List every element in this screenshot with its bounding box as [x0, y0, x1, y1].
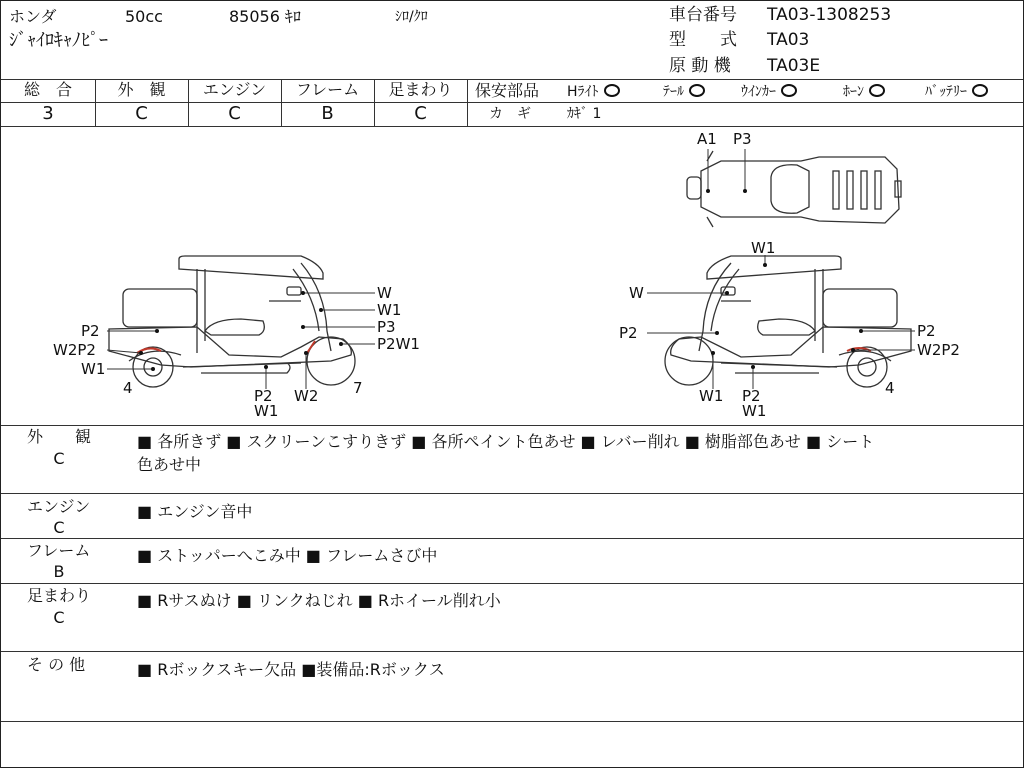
divider: [1, 583, 1023, 584]
label-w1-bottom: W1: [254, 402, 279, 420]
label-w-left: W: [629, 284, 644, 302]
type-label: 型 式: [669, 30, 737, 50]
label-w: W: [377, 284, 392, 302]
grade-engine: C: [228, 103, 241, 124]
safety-item-tail: ﾃｰﾙ: [663, 84, 705, 99]
label-w2-bottom: W2: [294, 387, 319, 405]
label-w1-right: W1: [377, 301, 402, 319]
grade-header-frame: フレーム: [295, 80, 360, 99]
label-p2-right: P2: [917, 322, 936, 340]
divider: [1, 425, 1023, 426]
divider: [1, 538, 1023, 539]
remark-text-exterior-2: 色あせ中: [137, 455, 202, 474]
label-w2p2: W2P2: [53, 341, 96, 359]
left-side-view: [109, 256, 355, 387]
safety-item-winker: ｳｲﾝｶｰ: [741, 84, 797, 99]
color: ｼﾛ/ｸﾛ: [395, 9, 428, 25]
remark-grade-engine: C: [53, 518, 65, 537]
engine-label: 原 動 機: [669, 56, 731, 76]
safety-title: 保安部品: [475, 81, 540, 100]
frame-no-label: 車台番号: [669, 5, 737, 25]
grade-header-engine: エンジン: [202, 80, 267, 99]
top-leader-lines: [708, 149, 745, 191]
grade-exterior: C: [135, 103, 148, 124]
engine-value: TA03E: [767, 56, 821, 76]
key-label: カ ギ: [489, 106, 531, 122]
remark-text-engine: ■ エンジン音中: [137, 502, 253, 521]
maker: ホンダ: [9, 7, 57, 26]
remark-text-suspension: ■ Rサスぬけ ■ リンクねじれ ■ Rホイール削れ小: [137, 591, 501, 610]
divider: [1, 651, 1023, 652]
label-4: 4: [123, 379, 133, 397]
label-p2-left: P2: [619, 324, 638, 342]
grade-header-exterior: 外 観: [117, 80, 166, 99]
remark-grade-frame: B: [53, 562, 65, 581]
label-p3-top: P3: [733, 130, 752, 148]
label-p2w1: P2W1: [377, 335, 420, 353]
remark-title-frame: フレーム: [27, 541, 91, 560]
safety-item-battery: ﾊﾞｯﾃﾘｰ: [925, 84, 988, 99]
remark-title-suspension: 足まわり: [27, 586, 92, 605]
right-leader-lines: [647, 255, 915, 389]
safety-item-horn: ﾎｰﾝ: [843, 84, 885, 99]
remark-grade-exterior: C: [53, 449, 65, 468]
label-w1: W1: [81, 360, 106, 378]
displacement: 50cc: [125, 7, 163, 26]
remark-title-engine: エンジン: [27, 497, 91, 516]
key-value: ｶｷﾞ 1: [567, 106, 602, 122]
type-value: TA03: [767, 30, 810, 50]
top-view: [687, 151, 901, 227]
divider: [1, 721, 1023, 722]
scooter-diagrams: [1, 1, 1023, 425]
remark-grade-suspension: C: [53, 608, 65, 627]
remark-title-exterior: 外 観: [27, 427, 92, 446]
label-w1-top: W1: [751, 239, 776, 257]
label-w2p2-right: W2P2: [917, 341, 960, 359]
mileage: 85056 ｷﾛ: [229, 7, 301, 26]
grade-header-suspension: 足まわり: [388, 80, 453, 99]
label-7: 7: [353, 379, 363, 397]
remark-text-exterior-1: ■ 各所きず ■ スクリーンこすりきず ■ 各所ペイント色あせ ■ レバー削れ ■ 樹脂部色あせ ■ シート: [137, 432, 875, 451]
safety-item-headlight: Hﾗｲﾄ: [567, 84, 620, 99]
remark-text-frame: ■ ストッパーへこみ中 ■ フレームさび中: [137, 546, 438, 565]
label-4-right: 4: [885, 379, 895, 397]
label-p3: P3: [377, 318, 396, 336]
label-w1-bottom-right: W1: [699, 387, 724, 405]
remark-title-other: そ の 他: [27, 655, 86, 674]
frame-no-value: TA03-1308253: [767, 5, 892, 25]
label-p2-bottom: P2: [254, 387, 273, 405]
grade-frame: B: [321, 103, 334, 124]
remark-text-other: ■ Rボックスキー欠品 ■装備品:Rボックス: [137, 660, 445, 679]
label-p2: P2: [81, 322, 100, 340]
divider: [1, 493, 1023, 494]
top-dots: [706, 189, 747, 193]
label-w1-bottom-right-2: W1: [742, 402, 767, 420]
grade-header-total: 総 合: [23, 80, 72, 99]
label-p2-bottom-right: P2: [742, 387, 761, 405]
right-side-view: [665, 256, 911, 387]
label-a1: A1: [697, 130, 717, 148]
grade-suspension: C: [414, 103, 427, 124]
model-name: ｼﾞｬｲﾛｷｬﾉﾋﾟｰ: [9, 30, 108, 51]
grade-total: 3: [42, 103, 54, 124]
